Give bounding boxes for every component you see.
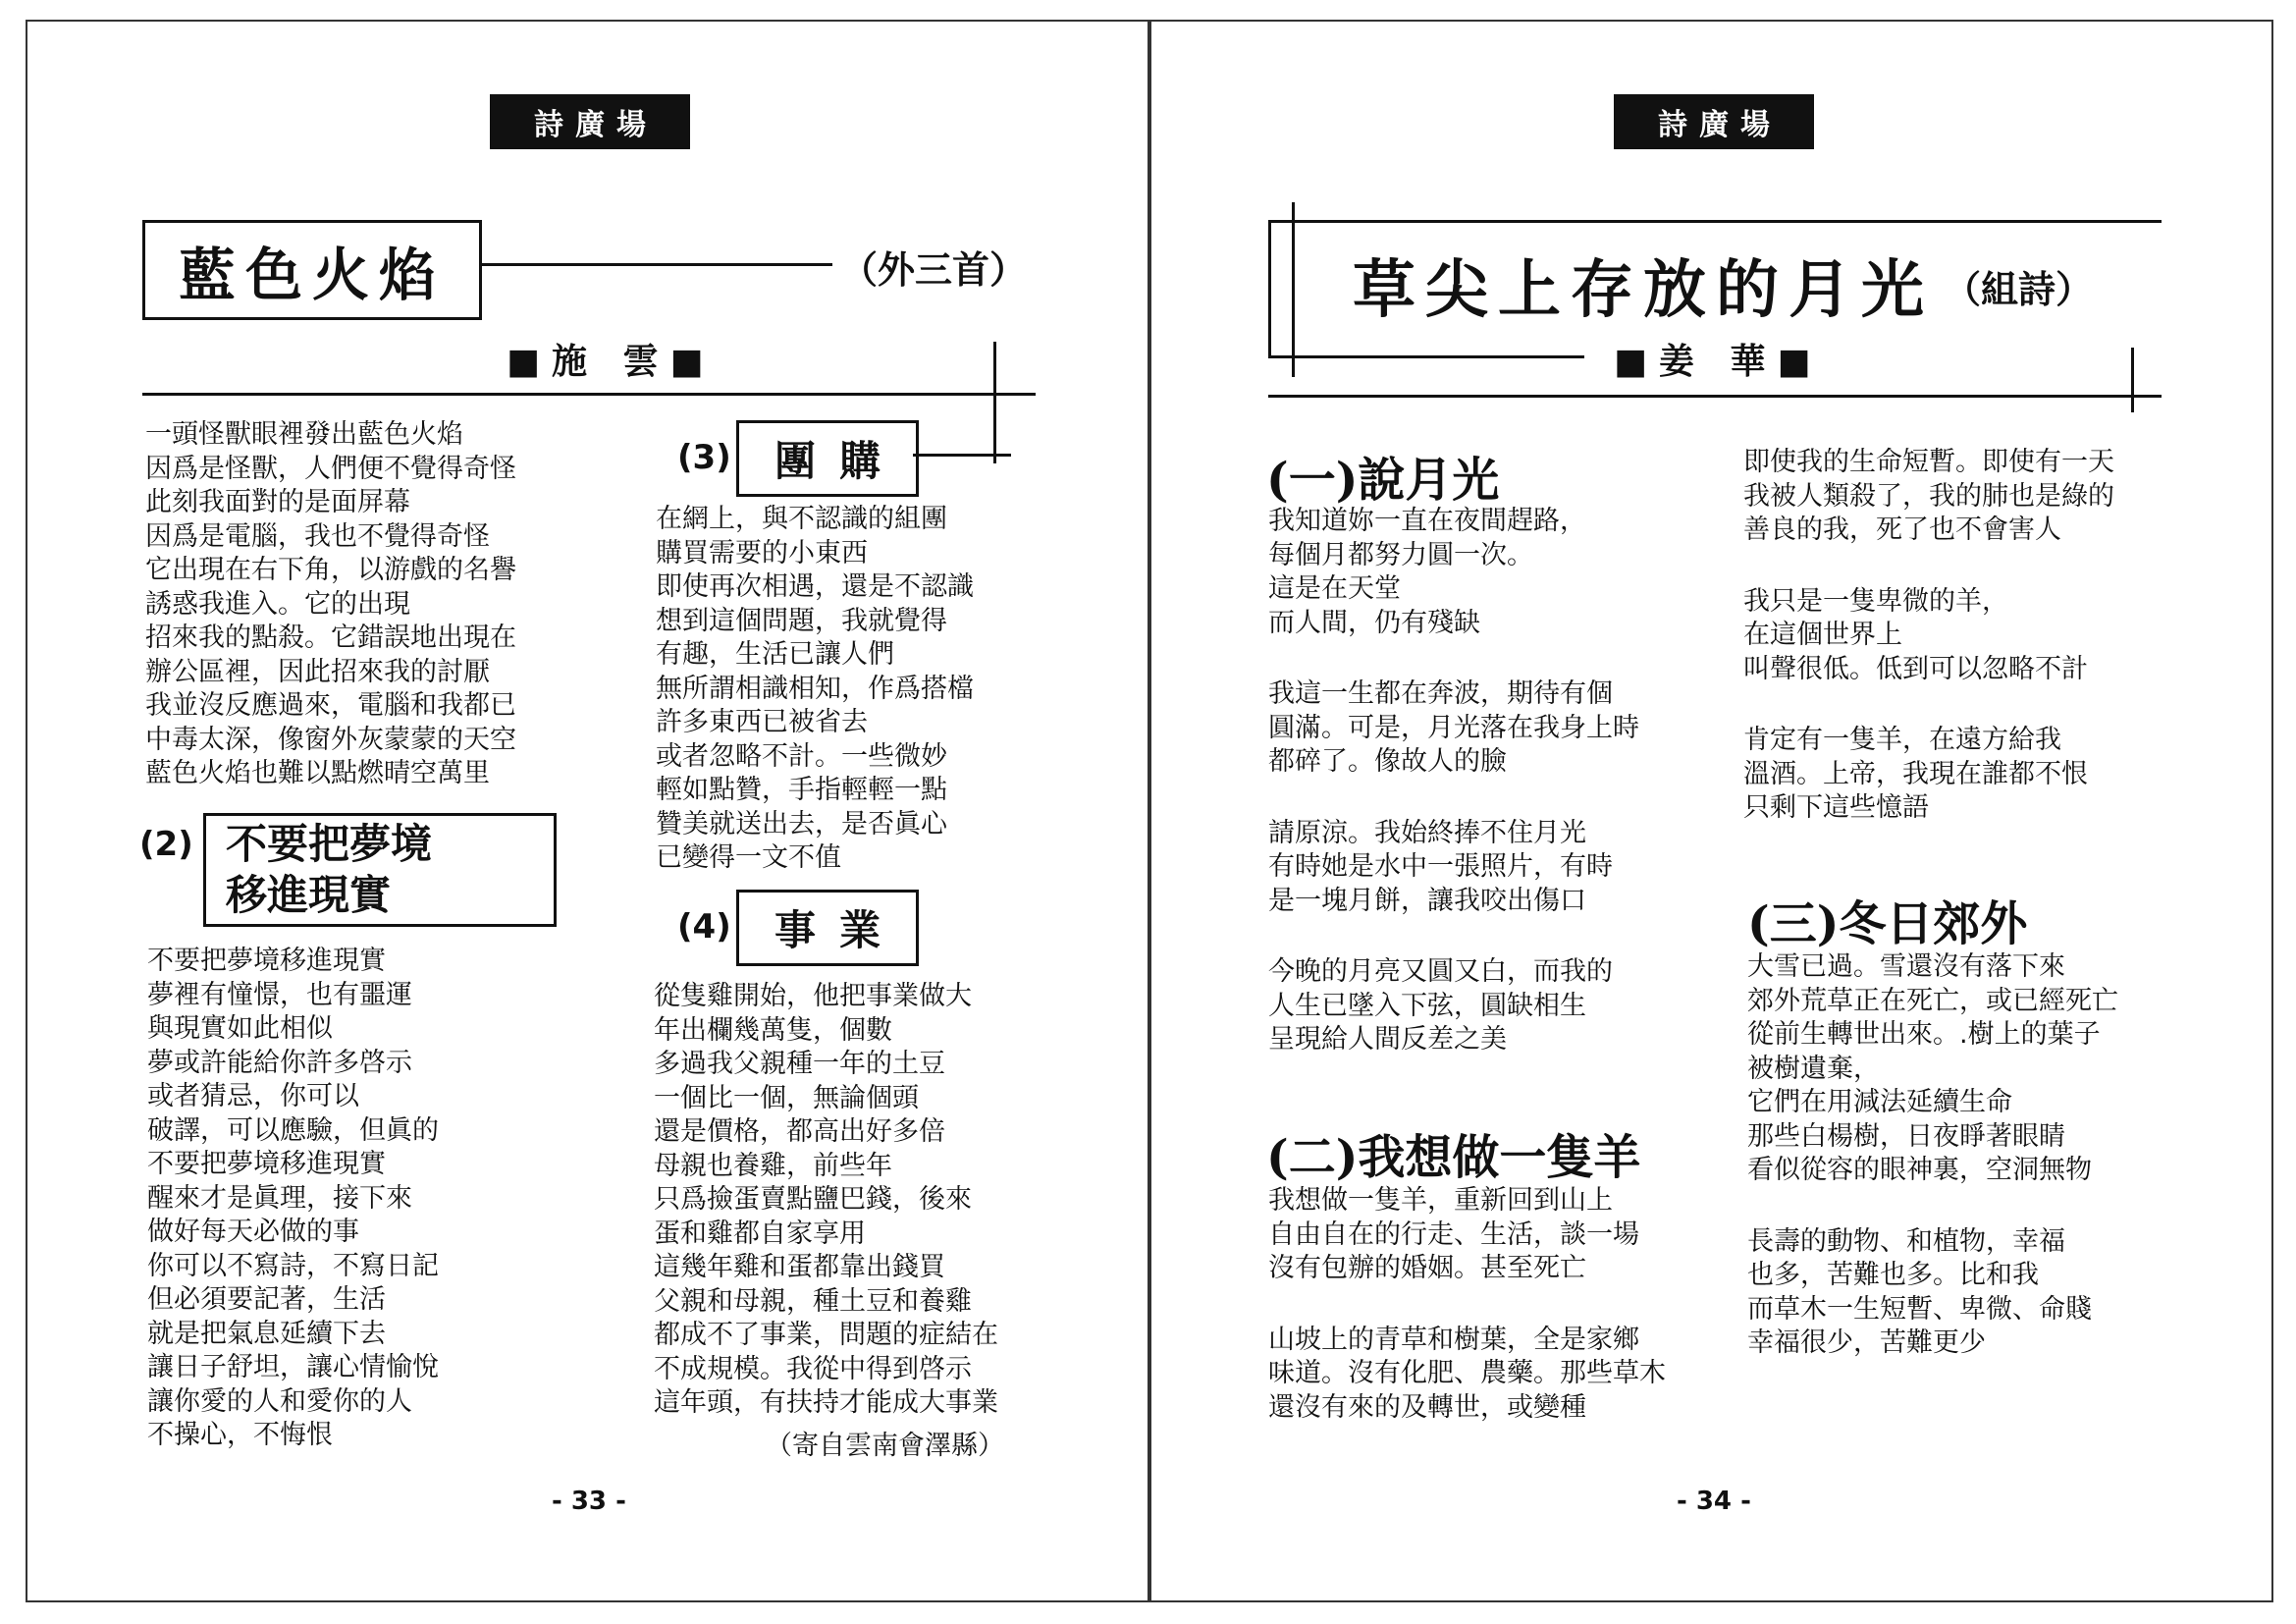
poem-line: 從隻雞開始，他把事業做大 [654, 981, 972, 1011]
poem-line: 請原涼。我始終捧不住月光 [1268, 817, 1586, 848]
poem-blue-flame [145, 418, 516, 791]
poem-line: 這幾年雞和蛋都靠出錢買 [654, 1252, 945, 1282]
poem-line: 即使我的生命短暫。即使有一天 [1743, 447, 2114, 477]
poem-line: 醒來才是眞理，接下來 [147, 1182, 412, 1214]
poem-line: 呈現給人間反差之美 [1268, 1024, 1507, 1055]
poem-line: 長壽的動物、和植物，幸福 [1747, 1225, 2065, 1257]
poem-line: 我知道妳一直在夜間趕路， [1268, 506, 1586, 536]
poem-line: 父親和母親，種土豆和養雞 [654, 1285, 972, 1317]
poem-line: 善良的我，死了也不會害人 [1743, 514, 2061, 545]
poem-line: 還沒有來的及轉世，或變種 [1268, 1391, 1586, 1423]
poem-line: 幸福很少，苦難更少 [1747, 1327, 1986, 1358]
corner-rule-right [2131, 348, 2134, 412]
poem-line: 而草木一生短暫、卑微、命賤 [1747, 1293, 2092, 1325]
poem-line: 溫酒。上帝，我現在誰都不恨 [1743, 758, 2088, 789]
section-title-sheep: (二)我想做一隻羊 [1266, 1130, 1641, 1185]
author-right: ■姜 華■ [1614, 341, 1823, 382]
poem-line: 自由自在的行走、生活，談一場 [1268, 1218, 1639, 1250]
poem-line: 而人間，仍有殘缺 [1268, 607, 1480, 638]
subtitle-box-2 [203, 813, 557, 927]
subtitle-rule-3 [913, 454, 1011, 457]
author-rule-right [1268, 395, 2162, 398]
subtitle-line: 移進現實 [226, 871, 392, 919]
section-header-left: 詩廣場 [490, 94, 690, 149]
poem-line: 從前生轉世出來。.樹上的葉子 [1747, 1019, 2101, 1050]
poem-line: 輕如點贊，手指輕輕一點 [656, 775, 947, 805]
poem-line: 看似從容的眼神裏，空洞無物 [1747, 1155, 2092, 1185]
poem-line: 一頭怪獸眼裡發出藍色火焰 [145, 419, 463, 450]
poem-line: 母親也養雞，前些年 [654, 1150, 892, 1181]
poem-line: 肯定有一隻羊，在遠方給我 [1743, 725, 2061, 755]
poem-line: 每個月都努力圓一次。 [1268, 539, 1533, 570]
poem-line: 多過我父親種一年的土豆 [654, 1049, 945, 1079]
poem-line: 味道。沒有化肥、農藥。那些草木 [1268, 1358, 1666, 1388]
poem-winter [1747, 950, 2118, 1361]
poem-line: 做好每天必做的事 [147, 1217, 359, 1247]
poem-line: 有趣，生活已讓人們 [656, 639, 894, 670]
poem-line: 年出欄幾萬隻，個數 [654, 1014, 892, 1046]
poem-line: 只剩下這些憶語 [1743, 792, 1929, 823]
poem-line: 我這一生都在奔波，期待有個 [1268, 678, 1613, 709]
poem-line: 都碎了。像故人的臉 [1268, 746, 1507, 777]
poem-dream [147, 945, 439, 1453]
poem-line: 大雪已過。雪還沒有落下來 [1747, 951, 2065, 982]
section-number-4: (4) [677, 907, 731, 947]
poem-line: 只爲撿蛋賣點鹽巴錢，後來 [654, 1184, 972, 1215]
poem-line: 許多東西已被省去 [656, 707, 868, 737]
poem-line: 不操心，不悔恨 [147, 1420, 333, 1450]
poem-line: 不要把夢境移進現實 [147, 946, 386, 976]
poem-line: 夢裡有憧憬，也有噩運 [147, 979, 412, 1010]
poem-line: 因爲是怪獸，人們便不覺得奇怪 [145, 453, 516, 484]
section-title-moonlight: (一)說月光 [1266, 453, 1500, 508]
poem-line: 藍色火焰也難以點燃晴空萬里 [145, 758, 490, 788]
poem-line: 但必須要記著，生活 [147, 1284, 386, 1315]
poem-line: 與現實如此相似 [147, 1013, 333, 1044]
poem-sheep-continued [1743, 446, 2114, 826]
poem-line: 誘惑我進入。它的出現 [145, 588, 410, 620]
title-frame-inner [1292, 202, 1295, 377]
author-rule-left [142, 393, 1036, 396]
poem-line: 讓日子舒坦，讓心情愉悅 [147, 1352, 439, 1382]
poem-line: 都成不了事業，問題的症結在 [654, 1320, 998, 1350]
poem-line: 不成規模。我從中得到啓示 [654, 1353, 972, 1384]
poem-line: 破譯，可以應驗，但眞的 [147, 1114, 439, 1146]
poem-line: 已變得一文不值 [656, 842, 841, 873]
poem-line: 郊外荒草正在死亡，或已經死亡 [1747, 985, 2118, 1016]
poem-line: 讓你愛的人和愛你的人 [147, 1385, 412, 1417]
poem-line: 即使再次相遇，還是不認識 [656, 571, 974, 602]
poem-line: 叫聲很低。低到可以忽略不計 [1743, 653, 2088, 684]
poem-line: 我被人類殺了，我的肺也是綠的 [1743, 480, 2114, 512]
subtitle-box-3: 團購 [736, 420, 919, 497]
subtitle-box-4: 事業 [736, 890, 919, 966]
poem-sheep [1268, 1184, 1666, 1425]
poem-line: 招來我的點殺。它錯誤地出現在 [145, 623, 516, 653]
poem-line: 夢或許能給你許多啓示 [147, 1047, 412, 1078]
poem-line: 蛋和雞都自家享用 [654, 1218, 866, 1249]
source-note: （寄自雲南會澤縣） [766, 1431, 1004, 1461]
subtitle-line: 不要把夢境 [226, 820, 433, 868]
poem-line: 此刻我面對的是面屏幕 [145, 487, 410, 517]
title-frame-top [1268, 220, 2162, 223]
poem-moonlight [1268, 505, 1639, 1057]
poem-line: 這是在天堂 [1268, 573, 1401, 604]
section-header-right: 詩廣場 [1614, 94, 1814, 149]
poem-line: 今晚的月亮又圓又白，而我的 [1268, 956, 1613, 987]
poem-line: 我想做一隻羊，重新回到山上 [1268, 1185, 1613, 1216]
title-rule-left [479, 263, 832, 266]
poem-line: 或者猜忌，你可以 [147, 1081, 359, 1111]
author-left: ■施 雲■ [507, 341, 716, 382]
poem-line: 是一塊月餅，讓我咬出傷口 [1268, 885, 1586, 916]
poem-line: 它出現在右下角，以游戲的名譽 [145, 555, 516, 585]
poem-career [654, 980, 998, 1421]
poem-line: 辦公區裡，因此招來我的討厭 [145, 656, 490, 687]
poem-line: 我只是一隻卑微的羊， [1743, 585, 2008, 617]
title-suffix-left: （外三首） [840, 247, 1028, 292]
section-title-winter: (三)冬日郊外 [1747, 896, 2028, 951]
poem-line: 中毒太深，像窗外灰蒙蒙的天空 [145, 724, 516, 755]
poem-line: 因爲是電腦，我也不覺得奇怪 [145, 520, 490, 552]
poem-line: 沒有包辦的婚姻。甚至死亡 [1268, 1253, 1586, 1283]
poem-line: 或者忽略不計。一些微妙 [656, 740, 947, 772]
poem-line: 圓滿。可是，月光落在我身上時 [1268, 712, 1639, 743]
poem-line: 那些白楊樹，日夜睜著眼睛 [1747, 1120, 2065, 1152]
poem-line: 有時她是水中一張照片，有時 [1268, 851, 1613, 882]
poem-line: 購買需要的小東西 [656, 537, 868, 568]
section-number-3: (3) [677, 438, 731, 477]
poem-line: 贊美就送出去，是否眞心 [656, 808, 947, 839]
poem-title-right: 草尖上存放的月光 [1353, 253, 1934, 327]
poem-line: 在這個世界上 [1743, 620, 1902, 650]
poem-group-buy [656, 503, 974, 876]
title-frame-bottom [1268, 355, 1584, 358]
poem-line: 人生已墜入下弦，圓缺相生 [1268, 990, 1586, 1021]
poem-line: 一個比一個，無論個頭 [654, 1082, 919, 1113]
poem-line: 山坡上的青草和樹葉，全是家鄉 [1268, 1324, 1639, 1355]
title-frame-left [1268, 220, 1271, 357]
poem-line: 不要把夢境移進現實 [147, 1149, 386, 1179]
page-number-right: - 34 - [1677, 1487, 1751, 1516]
poem-line: 也多，苦難也多。比和我 [1747, 1260, 2039, 1290]
poem-line: 無所謂相識相知，作爲搭檔 [656, 673, 974, 704]
poem-line: 你可以不寫詩，不寫日記 [147, 1250, 439, 1281]
page-number-left: - 33 - [552, 1487, 626, 1516]
poem-line: 還是價格，都高出好多倍 [654, 1116, 945, 1147]
poem-title-left: 藍色火焰 [142, 220, 482, 320]
title-suffix-right: （組詩） [1944, 267, 2094, 311]
poem-line: 我並沒反應過來，電腦和我都已 [145, 690, 516, 721]
section-number-2: (2) [139, 825, 193, 864]
poem-line: 想到這個問題，我就覺得 [656, 605, 947, 636]
corner-rule-left [993, 342, 996, 463]
poem-line: 在網上，與不認識的組團 [656, 504, 947, 534]
poem-line: 被樹遺棄， [1747, 1053, 1880, 1084]
poem-line: 這年頭，有扶持才能成大事業 [654, 1387, 998, 1418]
poem-line: 就是把氣息延續下去 [147, 1318, 386, 1349]
poem-line: 它們在用減法延續生命 [1747, 1087, 2012, 1117]
